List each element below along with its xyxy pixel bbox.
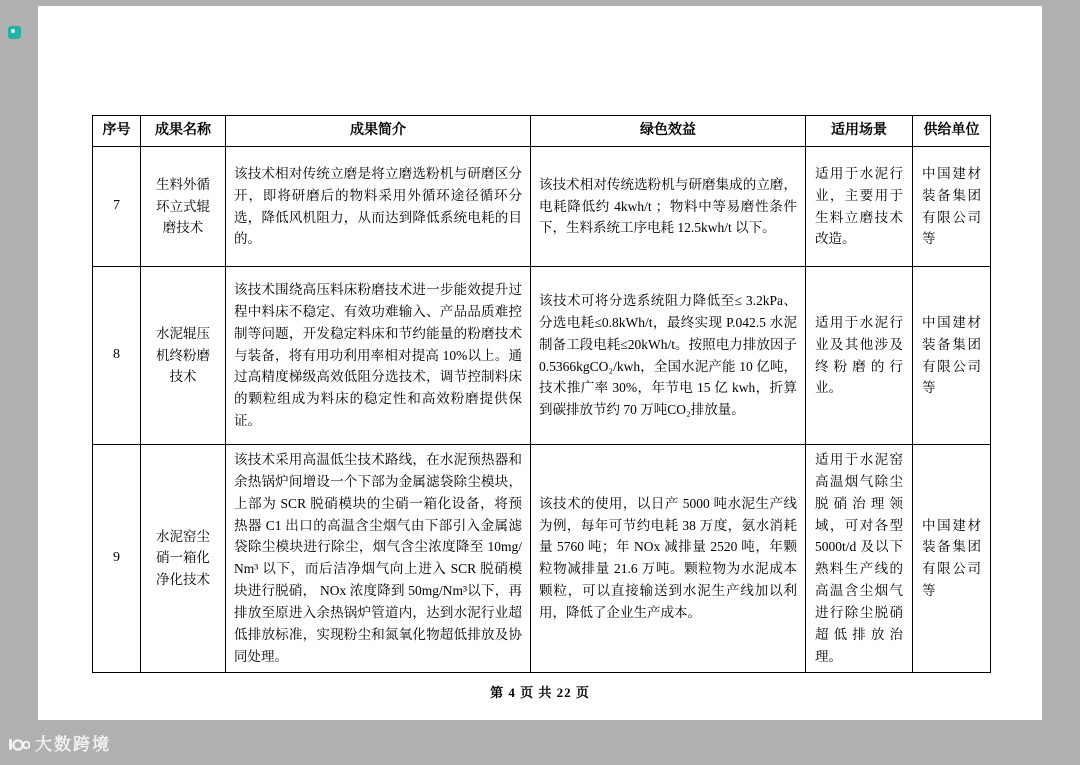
cell-scenario: 适用于水泥行业及其他涉及终粉磨的行业。 [806,267,913,445]
header-scenario: 适用场景 [806,116,913,147]
cell-intro: 该技术围绕高压料床粉磨技术进一步能效提升过程中料床不稳定、有效功难输入、产品品质难控制等问题，开发稳定料床和节约能量的粉磨技术与装备，将有用功利用率相对提高 10%以上。通过高精度梯级高效低阻分选技术，调节控制料床的颗粒组成为料床的稳定性和高效粉磨提供保证。 [226,267,531,445]
cell-benefit: 该技术的使用，以日产 5000 吨水泥生产线为例，每年可节约电耗 38 万度，氨水消耗量 5760 吨；年 NOx 减排量 2520 吨，年颗粒物减排量 21.6 万吨。颗粒物为水泥成本颗粒，可以直接输送到水泥生产线加以利用，降低了企业生产成本。 [531,445,806,673]
cell-name: 生料外循环立式辊磨技术 [141,147,226,267]
page-number: 第 4 页 共 22 页 [490,685,590,700]
table-row [93,267,991,445]
header-serial: 序号 [93,116,141,147]
cell-intro: 该技术采用高温低尘技术路线，在水泥预热器和余热锅炉间增设一个下部为金属滤袋除尘模块，上部为 SCR 脱硝模块的尘硝一箱化设备，将预热器 C1 出口的高温含尘烟气由下部引入金属滤袋除尘模块进行除尘，烟气含尘浓度降至 10mg/Nm³ 以下，而后洁净烟气向上进入 SCR 脱硝模块进行脱硝， NOx 浓度降到 50mg/Nm³以下，再排放至原进入余热锅炉管道内，达到水泥行业超低排放标准，实现粉尘和氮氧化物超低排放及协同处理。 [226,445,531,673]
cell-benefit: 该技术可将分选系统阻力降低至≤ 3.2kPa、分选电耗≤0.8kWh/t，最终实现 P.042.5 水泥制备工段电耗≤20kWh/t。按照电力排放因子 0.5366kgCO₂/kwh，全国水泥产能 10 亿吨，技术推广率 30%，年节电 15 亿 kwh，折算到碳排放节约 70 万吨CO₂排放量。 [531,267,806,445]
cell-name: 水泥窑尘硝一箱化净化技术 [141,445,226,673]
cell-serial: 7 [93,147,141,267]
cell-supplier: 中国建材装备集团有限公司等 [913,267,991,445]
document-page [38,6,1042,720]
cell-supplier: 中国建材装备集团有限公司等 [913,147,991,267]
cell-serial: 9 [93,445,141,673]
table-header-row [93,116,991,147]
table-row [93,445,991,673]
cell-intro: 该技术相对传统立磨是将立磨选粉机与研磨区分开，即将研磨后的物料采用外循环途径循环分选，降低风机阻力，从而达到降低系统电耗的目的。 [226,147,531,267]
table-row [93,147,991,267]
cell-scenario: 适用于水泥行业，主要用于生料立磨技术改造。 [806,147,913,267]
cell-serial: 8 [93,267,141,445]
results-table [92,115,991,673]
cell-name: 水泥辊压机终粉磨技术 [141,267,226,445]
watermark [8,730,111,755]
cell-benefit: 该技术相对传统选粉机与研磨集成的立磨，电耗降低约 4kwh/t ；物料中等易磨性条件下，生料系统工序电耗 12.5kwh/t 以下。 [531,147,806,267]
brand-mark-icon [8,26,21,39]
watermark-logo-icon [8,734,30,752]
watermark-text: 大数跨境 [35,735,111,754]
header-name: 成果名称 [141,116,226,147]
cell-supplier: 中国建材装备集团有限公司等 [913,445,991,673]
header-benefit: 绿色效益 [531,116,806,147]
header-supplier: 供给单位 [913,116,991,147]
header-intro: 成果简介 [226,116,531,147]
cell-scenario: 适用于水泥窑高温烟气除尘脱硝治理领域，可对各型 5000t/d 及以下熟料生产线的高温含尘烟气进行除尘脱硝超低排放治理。 [806,445,913,673]
